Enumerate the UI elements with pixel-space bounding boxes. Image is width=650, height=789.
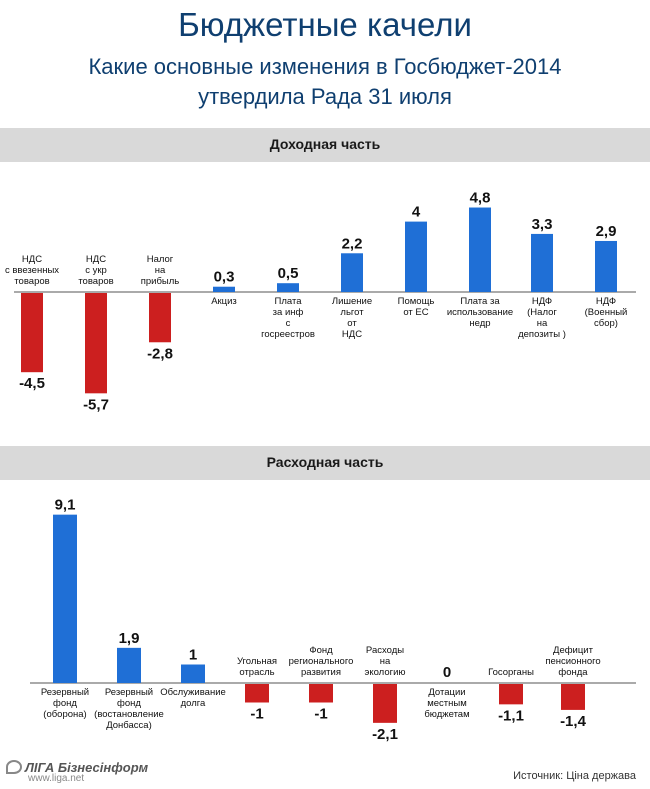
expense-value-label-4: -1 bbox=[314, 705, 328, 723]
income-category-label-line: Плата bbox=[274, 296, 302, 307]
income-bar-8 bbox=[531, 234, 553, 292]
income-bar-7 bbox=[469, 208, 491, 292]
income-value-label-1: -5,7 bbox=[83, 396, 109, 414]
expense-category-label-line: Угольная bbox=[236, 656, 278, 667]
expense-bar-1 bbox=[117, 648, 141, 683]
expense-category-label-line: долга bbox=[180, 698, 206, 709]
income-category-label-line: депозиты ) bbox=[518, 329, 566, 340]
income-category-label-line: прибыль bbox=[140, 276, 180, 287]
expense-category-label-line: Дотации bbox=[428, 687, 466, 698]
income-category-label-line: льгот bbox=[340, 307, 364, 318]
income-bar-2 bbox=[149, 293, 171, 342]
expense-value-label-6: 0 bbox=[442, 664, 452, 681]
income-value-label-9: 2,9 bbox=[595, 222, 617, 240]
income-bar-4 bbox=[277, 283, 299, 292]
income-category-label-line: Акциз bbox=[211, 296, 237, 307]
expense-category-label-line: фонда bbox=[558, 667, 588, 678]
income-bar-9 bbox=[595, 241, 617, 292]
income-category-label-line: НДС bbox=[85, 254, 107, 265]
expense-category-label-1 bbox=[94, 687, 164, 731]
liga-logo bbox=[6, 760, 148, 784]
expense-category-label-line: развития bbox=[301, 667, 341, 678]
chart-title: Бюджетные качели bbox=[178, 6, 472, 43]
expense-category-label-8 bbox=[545, 645, 600, 678]
income-bar-1 bbox=[85, 293, 107, 393]
subtitle-line-1: Какие основные изменения в Госбюджет-2014 bbox=[88, 54, 562, 79]
income-category-label-line: с укр bbox=[85, 265, 107, 276]
expense-category-label-line: пенсионного bbox=[545, 656, 601, 667]
source-note: Источник: Ціна держава bbox=[513, 770, 636, 782]
income-category-label-line: использование bbox=[446, 307, 514, 318]
expense-category-label-line: (востановление bbox=[94, 709, 164, 720]
income-category-label-line: НДФ bbox=[595, 296, 617, 307]
income-value-label-2: -2,8 bbox=[147, 345, 173, 363]
expense-bar-5 bbox=[373, 684, 397, 723]
expense-value-label-1: 1,9 bbox=[118, 629, 140, 647]
income-category-label-3 bbox=[211, 296, 237, 307]
income-bar-3 bbox=[213, 287, 235, 292]
income-value-label-3: 0,3 bbox=[213, 268, 235, 286]
income-category-label-line: (Налог bbox=[527, 307, 557, 318]
logo-brand: ЛIГА Бізнесінформ bbox=[25, 760, 149, 775]
expense-category-label-line: фонд bbox=[53, 698, 77, 709]
income-value-label-0: -4,5 bbox=[19, 375, 45, 393]
expense-category-label-5 bbox=[364, 645, 405, 678]
expense-category-label-line: Резервный bbox=[40, 687, 90, 698]
income-category-label-line: от bbox=[347, 318, 357, 329]
income-category-label-2 bbox=[141, 254, 180, 287]
expense-category-label-7 bbox=[488, 667, 534, 678]
income-category-label-line: (Военный bbox=[584, 307, 628, 318]
income-value-label-8: 3,3 bbox=[531, 215, 553, 233]
income-category-label-9 bbox=[585, 296, 628, 329]
expense-category-label-line: регионального bbox=[288, 656, 354, 667]
expense-bar-7 bbox=[499, 684, 523, 704]
income-category-label-line: Помощь bbox=[397, 296, 435, 307]
income-category-label-line: от ЕС bbox=[403, 307, 429, 318]
income-category-label-5 bbox=[332, 296, 372, 340]
expense-value-label-8: -1,4 bbox=[560, 712, 586, 730]
expense-category-label-line: на bbox=[379, 656, 391, 667]
expense-category-label-line: Донбасса) bbox=[106, 720, 152, 731]
expense-category-label-line: отрасль bbox=[239, 667, 275, 678]
income-section-label: Доходная часть bbox=[269, 136, 381, 152]
expense-category-label-line: фонд bbox=[117, 698, 141, 709]
expense-category-label-6 bbox=[424, 687, 469, 720]
income-category-label-line: НДС bbox=[341, 329, 363, 340]
expense-category-label-line: Госорганы bbox=[488, 667, 534, 678]
income-category-label-line: за инф bbox=[272, 307, 304, 318]
income-category-label-8 bbox=[518, 296, 566, 340]
income-category-label-line: НДС bbox=[21, 254, 43, 265]
expense-category-label-3 bbox=[237, 656, 277, 678]
income-category-label-line: Лишение bbox=[331, 296, 373, 307]
expense-category-label-line: Дефицит bbox=[553, 645, 593, 656]
income-category-label-6 bbox=[398, 296, 435, 318]
income-bar-6 bbox=[405, 222, 427, 292]
income-value-label-6: 4 bbox=[411, 203, 421, 221]
expense-category-label-line: Расходы bbox=[365, 645, 405, 656]
income-category-label-line: Налог bbox=[146, 254, 174, 265]
logo-url: www.liga.net bbox=[28, 773, 85, 784]
income-bar-5 bbox=[341, 253, 363, 292]
expense-value-label-5: -2,1 bbox=[372, 725, 398, 743]
income-category-label-line: Плата за bbox=[460, 296, 500, 307]
expense-category-label-line: (оборона) bbox=[43, 709, 87, 720]
income-category-label-line: с bbox=[285, 318, 291, 329]
income-category-label-line: товаров bbox=[78, 276, 114, 287]
income-value-label-5: 2,2 bbox=[341, 235, 363, 253]
income-category-label-line: госреестров bbox=[261, 329, 315, 340]
expense-category-label-line: Обслуживание bbox=[160, 687, 226, 698]
income-bar-0 bbox=[21, 293, 43, 372]
expense-category-label-2 bbox=[160, 687, 226, 709]
expense-category-label-line: местным bbox=[427, 698, 467, 709]
expense-bar-8 bbox=[561, 684, 585, 710]
income-category-label-0 bbox=[5, 254, 59, 287]
income-value-label-4: 0,5 bbox=[277, 265, 299, 283]
income-category-label-line: с ввезенных bbox=[4, 265, 60, 276]
liga-logo-icon bbox=[6, 760, 22, 774]
income-category-label-line: НДФ bbox=[531, 296, 553, 307]
expense-bar-2 bbox=[181, 665, 205, 684]
income-category-label-line: на bbox=[536, 318, 548, 329]
expense-category-label-line: экологию bbox=[364, 667, 406, 678]
expense-bar-4 bbox=[309, 684, 333, 703]
expense-category-label-line: бюджетам bbox=[424, 709, 470, 720]
income-category-label-7 bbox=[447, 296, 513, 329]
income-category-label-line: недр bbox=[469, 318, 491, 329]
expense-category-label-0 bbox=[41, 687, 89, 720]
income-category-label-line: товаров bbox=[14, 276, 50, 287]
expense-bar-0 bbox=[53, 515, 77, 683]
expense-value-label-3: -1 bbox=[250, 705, 264, 723]
income-category-label-4 bbox=[261, 296, 315, 340]
expense-category-label-line: Фонд bbox=[309, 645, 333, 656]
expense-category-label-line: Резервный bbox=[104, 687, 154, 698]
expense-category-label-4 bbox=[289, 645, 354, 678]
expense-value-label-2: 1 bbox=[188, 646, 198, 664]
income-value-label-7: 4,8 bbox=[469, 189, 491, 207]
subtitle-line-2: утвердила Рада 31 июля bbox=[198, 84, 452, 109]
income-category-label-1 bbox=[78, 254, 113, 287]
expense-section-label: Расходная часть bbox=[266, 454, 384, 470]
expense-value-label-0: 9,1 bbox=[54, 496, 76, 514]
expense-value-label-7: -1,1 bbox=[498, 707, 524, 725]
expense-bar-3 bbox=[245, 684, 269, 703]
income-category-label-line: сбор) bbox=[594, 318, 618, 329]
income-category-label-line: на bbox=[154, 265, 166, 276]
